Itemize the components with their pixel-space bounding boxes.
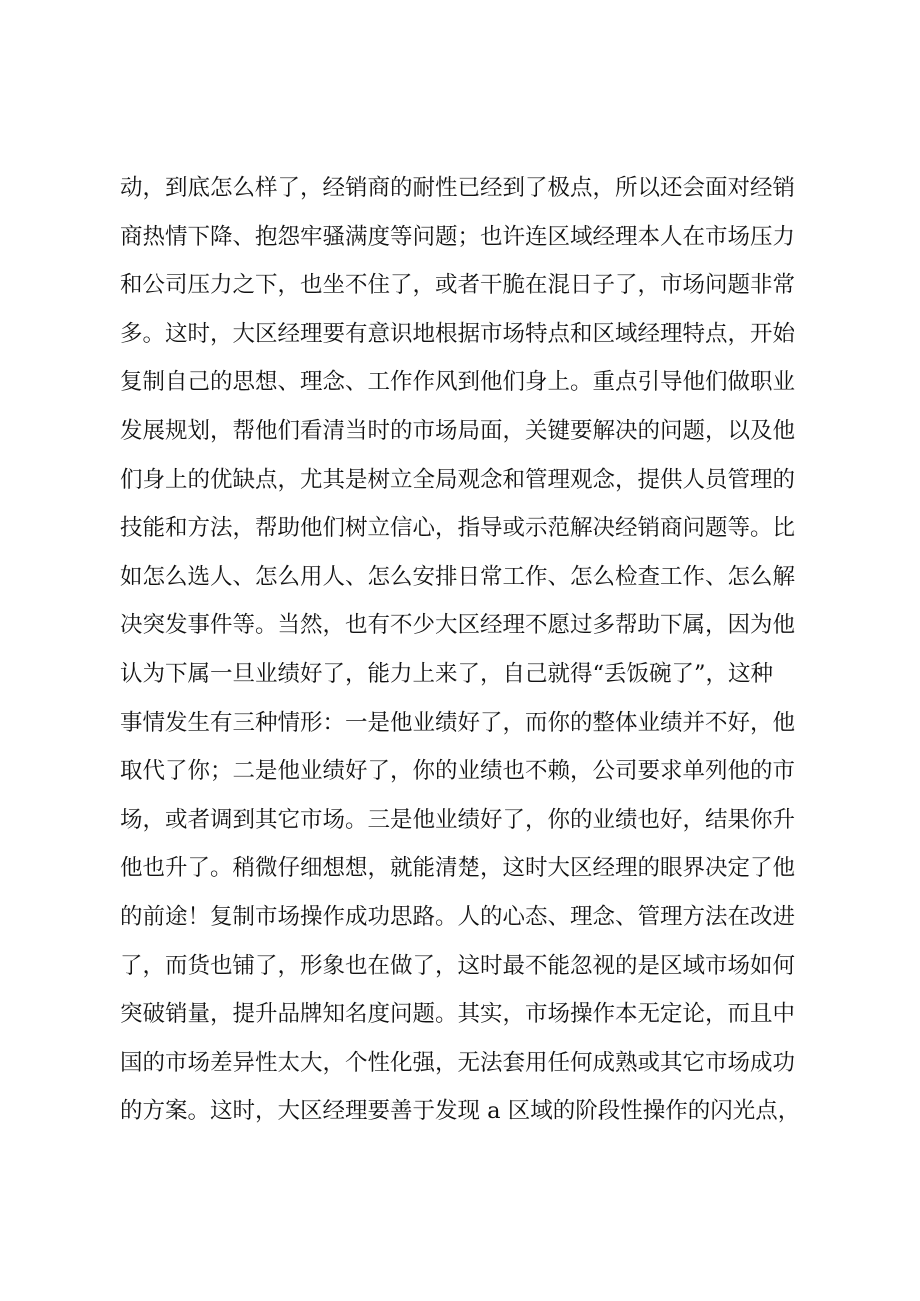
text-line: 场，或者调到其它市场。三是他业绩好了，你的业绩也好，结果你升 (120, 806, 796, 833)
text-line: 技能和方法，帮助他们树立信心，指导或示范解决经销商问题等。比 (120, 515, 796, 542)
text-line: 和公司压力之下，也坐不住了，或者干脆在混日子了，市场问题非常 (120, 272, 796, 299)
text-line: 事情发生有三种情形：一是他业绩好了，而你的整体业绩并不好，他 (120, 709, 796, 736)
text-line: 他也升了。稍微仔细想想，就能清楚，这时大区经理的眼界决定了他 (120, 855, 796, 882)
text-line: 的方案。这时，大区经理要善于发现 a 区域的阶段性操作的闪光点， (120, 1098, 801, 1125)
text-line: 多。这时，大区经理要有意识地根据市场特点和区域经理特点，开始 (120, 320, 796, 347)
text-line: 们身上的优缺点，尤其是树立全局观念和管理观念，提供人员管理的 (120, 466, 796, 493)
text-line: 了，而货也铺了，形象也在做了，这时最不能忽视的是区域市场如何 (120, 952, 796, 979)
text-line: 决突发事件等。当然，也有不少大区经理不愿过多帮助下属，因为他 (120, 612, 796, 639)
text-line: 国的市场差异性太大，个性化强，无法套用任何成熟或其它市场成功 (120, 1049, 796, 1076)
text-line: 的前途！复制市场操作成功思路。人的心态、理念、管理方法在改进 (120, 903, 796, 930)
text-line: 复制自己的思想、理念、工作作风到他们身上。重点引导他们做职业 (120, 369, 796, 396)
text-line: 动，到底怎么样了，经销商的耐性已经到了极点，所以还会面对经销 (120, 175, 796, 201)
text-line: 取代了你；二是他业绩好了，你的业绩也不赖，公司要求单列他的市 (120, 758, 796, 785)
text-line: 如怎么选人、怎么用人、怎么安排日常工作、怎么检查工作、怎么解 (120, 563, 796, 590)
text-line: 突破销量，提升品牌知名度问题。其实，市场操作本无定论，而且中 (120, 1001, 796, 1028)
body-text (120, 164, 840, 1136)
text-line: 发展规划，帮他们看清当时的市场局面，关键要解决的问题，以及他 (120, 417, 796, 444)
text-line: 商热情下降、抱怨牢骚满度等问题；也许连区域经理本人在市场压力 (120, 223, 796, 250)
text-line: 认为下属一旦业绩好了，能力上来了，自己就得“丢饭碗了”，这种 (120, 660, 774, 687)
